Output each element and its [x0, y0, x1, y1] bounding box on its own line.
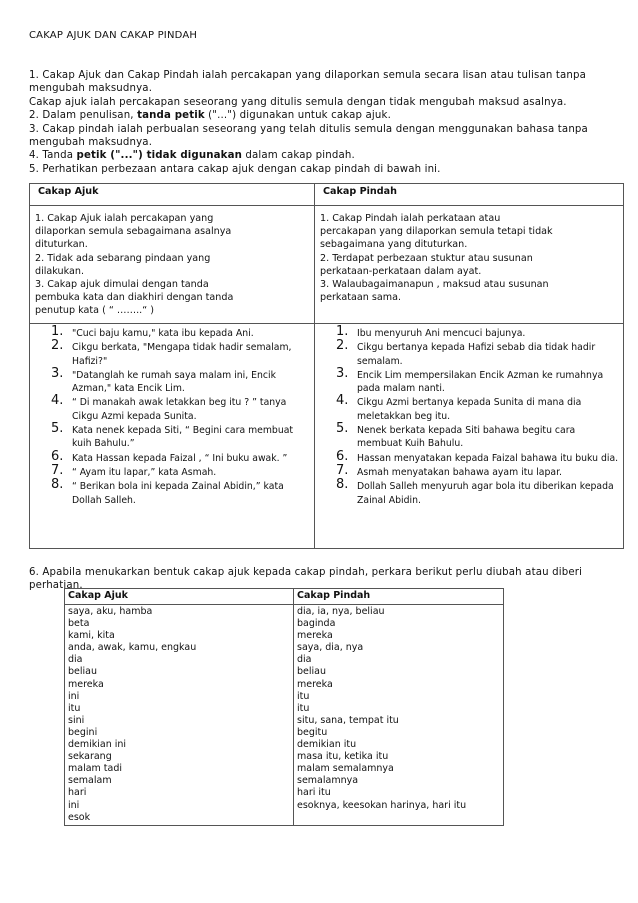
definition-line: perkataan sama. — [320, 292, 402, 304]
changes-cell: beta — [68, 618, 90, 630]
changes-cell: saya, dia, nya — [297, 642, 364, 654]
changes-cell: malam tadi — [68, 763, 123, 775]
example-item: Cikgu berkata, "Mengapa tidak hadir semalam, Hafizi?" — [72, 342, 292, 367]
changes-cell: itu — [297, 702, 310, 714]
definition-line: 3. Cakap ajuk dimulai dengan tanda — [35, 279, 209, 291]
definition-line: penutup kata ( “ ……..“ ) — [35, 305, 154, 317]
example-item: Cikgu bertanya kepada Hafizi sebab dia tidak hadir semalam. — [357, 342, 596, 367]
changes-cell: dia — [68, 654, 83, 666]
changes-cell: saya, aku, hamba — [68, 606, 153, 617]
example-item: Ibu menyuruh Ani mencuci bajunya. — [357, 328, 526, 339]
examples-ajuk — [30, 324, 315, 549]
comparison-header-row — [30, 184, 624, 206]
example-item: Kata Hassan kepada Faizal , “ Ini buku awak. ” — [72, 452, 288, 464]
changes-pindah-column — [294, 605, 504, 826]
changes-cell: malam semalamnya — [297, 763, 394, 775]
example-item: "Cuci baju kamu," kata ibu kepada Ani. — [72, 328, 254, 339]
example-item: Encik Lim mempersilakan Encik Azman ke rumahnya pada malam nanti. — [357, 369, 604, 395]
definition-row — [30, 206, 624, 324]
comparison-header-pindah: Cakap Pindah — [315, 184, 624, 206]
changes-cell: dia, ia, nya, beliau — [297, 606, 385, 617]
definition-line: 2. Terdapat perbezaan stuktur atau susunan — [320, 252, 533, 264]
changes-header-row — [65, 589, 504, 605]
example-item: "Datanglah ke rumah saya malam ini, Encik Azman," kata Encik Lim. — [72, 369, 276, 395]
definition-line: dituturkan. — [35, 239, 88, 251]
intro-section — [29, 69, 619, 176]
changes-cell: anda, awak, kamu, engkau — [68, 642, 197, 654]
examples-ajuk-list — [30, 327, 314, 507]
changes-cell: sekarang — [68, 751, 112, 763]
changes-ajuk-column — [65, 605, 294, 826]
changes-cell: esok — [68, 811, 91, 823]
definition-line: sebagaimana yang dituturkan. — [320, 239, 468, 251]
example-item: Nenek berkata kepada Siti bahawa begitu cara membuat Kuih Bahulu. — [357, 425, 576, 450]
definition-pindah-lines — [320, 212, 618, 304]
definition-line: percakapan yang dilaporkan semula tetapi tidak — [320, 226, 553, 238]
changes-cell: semalamnya — [297, 775, 359, 787]
comparison-table — [29, 183, 624, 549]
changes-cell: situ, sana, tempat itu — [297, 714, 399, 726]
changes-cell: kami, kita — [68, 630, 115, 642]
example-item: Dollah Salleh menyuruh agar bola itu diberikan kepada Zainal Abidin. — [357, 481, 614, 506]
definition-line: dilakukan. — [35, 265, 85, 277]
changes-cell: beliau — [297, 666, 326, 678]
definition-line: 1. Cakap Pindah ialah perkataan atau — [320, 213, 501, 224]
changes-header-pindah: Cakap Pindah — [294, 589, 504, 605]
page-title: CAKAP AJUK DAN CAKAP PINDAH — [29, 30, 198, 41]
changes-cell: mereka — [297, 630, 333, 642]
changes-cell: demikian ini — [68, 739, 127, 751]
changes-cell: sini — [68, 714, 85, 726]
intro-point-4: 4. Tanda petik ("...") tidak digunakan dalam cakap pindah. — [29, 150, 355, 162]
examples-pindah — [315, 324, 624, 549]
intro-point-1-detail: Cakap ajuk ialah percakapan seseorang yang ditulis semula dengan tidak mengubah maksud asalnya. — [29, 96, 567, 108]
changes-table — [64, 588, 504, 826]
changes-cell: hari itu — [297, 787, 331, 799]
changes-cell: mereka — [68, 678, 104, 690]
example-item: “ Ayam itu lapar,” kata Asmah. — [72, 466, 217, 478]
examples-pindah-list — [315, 327, 623, 507]
changes-cell: begini — [68, 726, 98, 738]
definition-line: 3. Walaubagaimanapun , maksud atau susunan — [320, 279, 549, 291]
bold-term-petik-tidak-digunakan: petik ("...") tidak digunakan — [76, 150, 243, 162]
example-item: Kata nenek kepada Siti, “ Begini cara membuat kuih Bahulu.” — [72, 425, 294, 450]
definition-line: 2. Tidak ada sebarang pindaan yang — [35, 252, 211, 264]
example-item: “ Berikan bola ini kepada Zainal Abidin,” kata Dollah Salleh. — [72, 481, 284, 506]
definition-line: dilaporkan semula sebagaimana asalnya — [35, 226, 232, 238]
definition-ajuk-lines — [35, 212, 309, 318]
changes-cell: beliau — [68, 666, 97, 678]
example-item: Asmah menyatakan bahawa ayam itu lapar. — [357, 466, 563, 478]
changes-cell: ini — [68, 690, 80, 702]
changes-cell: masa itu, ketika itu — [297, 751, 389, 763]
changes-cell: dia — [297, 654, 312, 666]
section-6-text: 6. Apabila menukarkan bentuk cakap ajuk kepada cakap pindah, perkara berikut perlu diubah atau diberi perhatian. — [29, 567, 583, 592]
changes-body-row — [65, 605, 504, 826]
bold-term-tanda-petik: tanda petik — [137, 110, 205, 122]
definition-line: perkataan-perkataan dalam ayat. — [320, 265, 482, 277]
example-item: “ Di manakah awak letakkan beg itu ? ” tanya Cikgu Azmi kepada Sunita. — [72, 397, 287, 422]
comparison-header-ajuk: Cakap Ajuk — [30, 184, 315, 206]
example-item: Cikgu Azmi bertanya kepada Sunita di mana dia meletakkan beg itu. — [357, 397, 582, 422]
intro-point-1: 1. Cakap Ajuk dan Cakap Pindah ialah percakapan yang dilaporkan semula secara lisan atau tulisan tanpa mengubah maksudnya. — [29, 70, 587, 95]
changes-cell: begitu — [297, 726, 328, 738]
changes-cell: esoknya, keesokan harinya, hari itu — [297, 799, 467, 811]
examples-row — [30, 324, 624, 549]
changes-cell: mereka — [297, 678, 333, 690]
intro-point-5: 5. Perhatikan perbezaan antara cakap ajuk dengan cakap pindah di bawah ini. — [29, 163, 441, 175]
definition-ajuk — [30, 206, 315, 324]
definition-line: 1. Cakap Ajuk ialah percakapan yang — [35, 213, 214, 224]
changes-cell: itu — [297, 690, 310, 702]
changes-cell: itu — [68, 702, 81, 714]
example-item: Hassan menyatakan kepada Faizal bahawa itu buku dia. — [357, 452, 619, 464]
intro-point-3: 3. Cakap pindah ialah perbualan seseorang yang telah ditulis semula dengan menggunakan bahasa tanpa mengubah maksudnya. — [29, 123, 588, 149]
definition-pindah — [315, 206, 624, 324]
changes-cell: demikian itu — [297, 739, 357, 751]
definition-line: pembuka kata dan diakhiri dengan tanda — [35, 292, 234, 304]
intro-point-2: 2. Dalam penulisan, tanda petik ("...") digunakan untuk cakap ajuk. — [29, 110, 391, 122]
changes-cell: ini — [68, 799, 80, 811]
changes-header-ajuk: Cakap Ajuk — [65, 589, 294, 605]
changes-cell: baginda — [297, 618, 336, 630]
changes-cell: hari — [68, 787, 87, 799]
changes-cell: semalam — [68, 775, 112, 787]
